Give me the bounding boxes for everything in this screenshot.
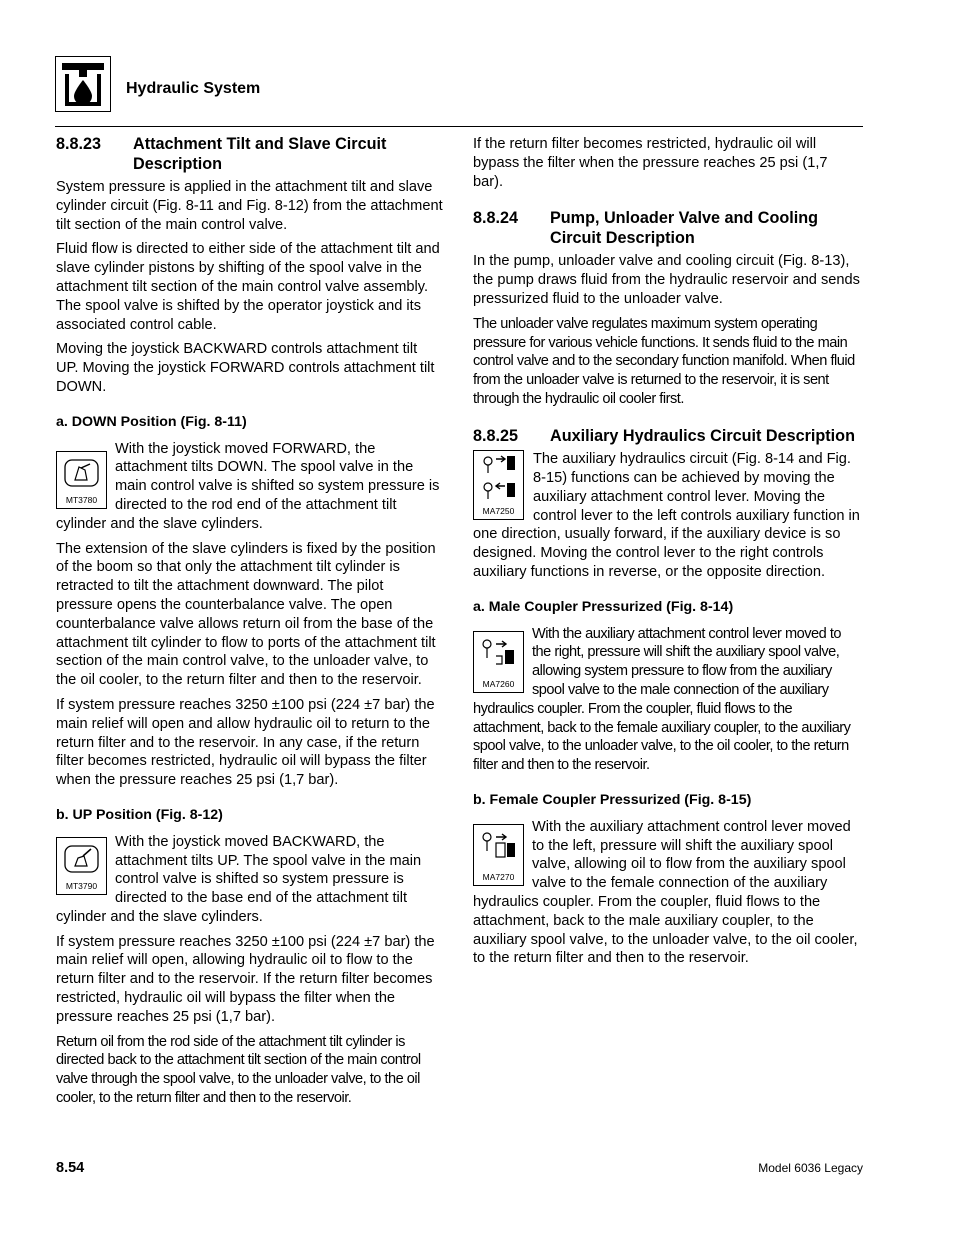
- subsection-up-heading: b. UP Position (Fig. 8-12): [56, 806, 223, 823]
- section-title: Attachment Tilt and Slave Circuit Description: [133, 135, 387, 173]
- paragraph: The unloader valve regulates maximum system operating pressure for various vehicle functions. It sends fluid to the main control valve and to the secondary function manifold. When fluid from the unloader valve is returned to the reservoir, it is sent through the hydraulic oil cooler first.: [473, 315, 855, 407]
- paragraph: Fluid flow is directed to either side of the attachment tilt and slave cylinder pistons by shifting of the spool valve in the attachment tilt section of the main control valve assembly. The spool valve is shifted by the operator joystick and its associated control cable.: [56, 241, 440, 333]
- subsection-male-coupler-heading: a. Male Coupler Pressurized (Fig. 8-14): [473, 598, 734, 615]
- section-8-8-23-heading: [56, 135, 443, 174]
- icon-code: MA7260: [482, 678, 515, 689]
- joystick-forward-icon: [56, 451, 107, 509]
- icon-code: MT3780: [65, 494, 98, 505]
- left-column: [56, 135, 443, 1114]
- right-column: [473, 135, 861, 974]
- paragraph: If system pressure reaches 3250 ±100 psi (224 ±7 bar) the main relief will open, allowing hydraulic oil to flow to the return filter and to the reservoir. If the return filter becomes restricted, hydraulic oil will bypass the filter when the pressure reaches 25 psi (1,7 bar).: [56, 933, 435, 1025]
- subsection-down-heading: a. DOWN Position (Fig. 8-11): [56, 413, 247, 430]
- section-number: 8.8.25: [473, 426, 519, 445]
- model-label: Model 6036 Legacy: [758, 1161, 863, 1175]
- paragraph: With the joystick moved BACKWARD, the attachment tilts UP. The spool valve in the main control valve is shifted so system pressure is directed to the base end of the attachment tilt cylinder and the slave cylinders.: [56, 833, 422, 925]
- section-8-8-24-heading: [473, 209, 861, 248]
- header-divider: [55, 126, 863, 127]
- paragraph: The auxiliary hydraulics circuit (Fig. 8-14 and Fig. 8-15) functions can be achieved by moving the auxiliary attachment control lever. Moving the control lever to the left controls auxiliary function in one direction, usually forward, if the auxiliary device is so designed. Moving the control lever to the right controls auxiliary functions in reverse, or the opposite direction.: [473, 451, 860, 581]
- section-title: Auxiliary Hydraulics Circuit Description: [550, 426, 855, 445]
- auxiliary-left-icon: [473, 824, 524, 886]
- icon-code: MT3790: [65, 880, 98, 891]
- hydraulic-cylinder-icon: [55, 56, 111, 112]
- section-number: 8.8.24: [473, 209, 519, 228]
- section-number: 8.8.23: [56, 135, 102, 153]
- paragraph: If system pressure reaches 3250 ±100 psi (224 ±7 bar) the main relief will open and allow hydraulic oil to return to the return filter and to the reservoir. In any case, if the return filter becomes restricted, hydraulic oil will bypass the filter when the pressure reaches 25 psi (1,7 bar).: [56, 696, 435, 789]
- section-8-8-25-heading: [473, 427, 861, 447]
- paragraph: With the joystick moved FORWARD, the attachment tilts DOWN. The spool valve in the main control valve is shifted so system pressure is directed to the rod end of the attachment tilt cylinder and the slave cylinders.: [56, 440, 440, 532]
- paragraph: If the return filter becomes restricted, hydraulic oil will bypass the filter when the pressure reaches 25 psi (1,7 bar).: [473, 136, 828, 190]
- paragraph: In the pump, unloader valve and cooling circuit (Fig. 8-13), the pump draws fluid from the hydraulic reservoir and sends pressurized fluid to the unloader valve.: [473, 253, 860, 307]
- auxiliary-right-icon: [473, 631, 524, 693]
- paragraph: Moving the joystick BACKWARD controls attachment tilt UP. Moving the joystick FORWARD controls attachment tilt DOWN.: [56, 341, 435, 395]
- auxiliary-control-icon: [473, 450, 524, 520]
- subsection-female-coupler-heading: b. Female Coupler Pressurized (Fig. 8-15): [473, 792, 752, 809]
- icon-code: MA7270: [482, 871, 515, 882]
- joystick-backward-icon: [56, 837, 107, 895]
- paragraph: With the auxiliary attachment control lever moved to the right, pressure will shift the auxiliary spool valve, allowing system pressure to flow from the auxiliary spool valve to the male connection of the auxiliary hydraulics coupler. From the coupler, fluid flows to the attachment, back to the female auxiliary coupler, to the auxiliary spool valve, to the unloader valve, to the oil cooler, to the return filter and then to the reservoir.: [473, 625, 851, 774]
- section-title: Pump, Unloader Valve and Cooling Circuit Description: [550, 209, 819, 247]
- paragraph: System pressure is applied in the attachment tilt and slave cylinder circuit (Fig. 8-11 and Fig. 8-12) from the attachment tilt section of the main control valve.: [56, 179, 443, 233]
- paragraph: Return oil from the rod side of the attachment tilt cylinder is directed back to the attachment tilt section of the main control valve through the spool valve, to the unloader valve, to the oil cooler, to the return filter and then to the reservoir.: [56, 1033, 421, 1107]
- page-number: 8.54: [56, 1160, 85, 1176]
- paragraph: The extension of the slave cylinders is fixed by the position of the boom so that only the attachment tilt cylinder is retracted to tilt the attachment downward. The pilot pressure opens the counterbalance valve. The open counterbalance valve allows return oil from the base of the attachment tilt cylinder to flow to ports of the attachment tilt section of the main control valve, to the unloader valve, to the oil cooler, to the return filter and then to the reservoir.: [56, 540, 436, 689]
- paragraph: With the auxiliary attachment control lever moved to the left, pressure will shift the auxiliary spool valve, allowing oil to flow from the auxiliary spool valve to the female connection of the auxiliary hydraulics coupler. From the coupler, fluid flows to the attachment, back to the male auxiliary coupler, to the auxiliary spool valve, to the unloader valve, to the oil cooler, to the return filter and then to the reservoir.: [473, 818, 858, 967]
- page-header-title: Hydraulic System: [126, 80, 261, 97]
- icon-code: MA7250: [482, 506, 515, 517]
